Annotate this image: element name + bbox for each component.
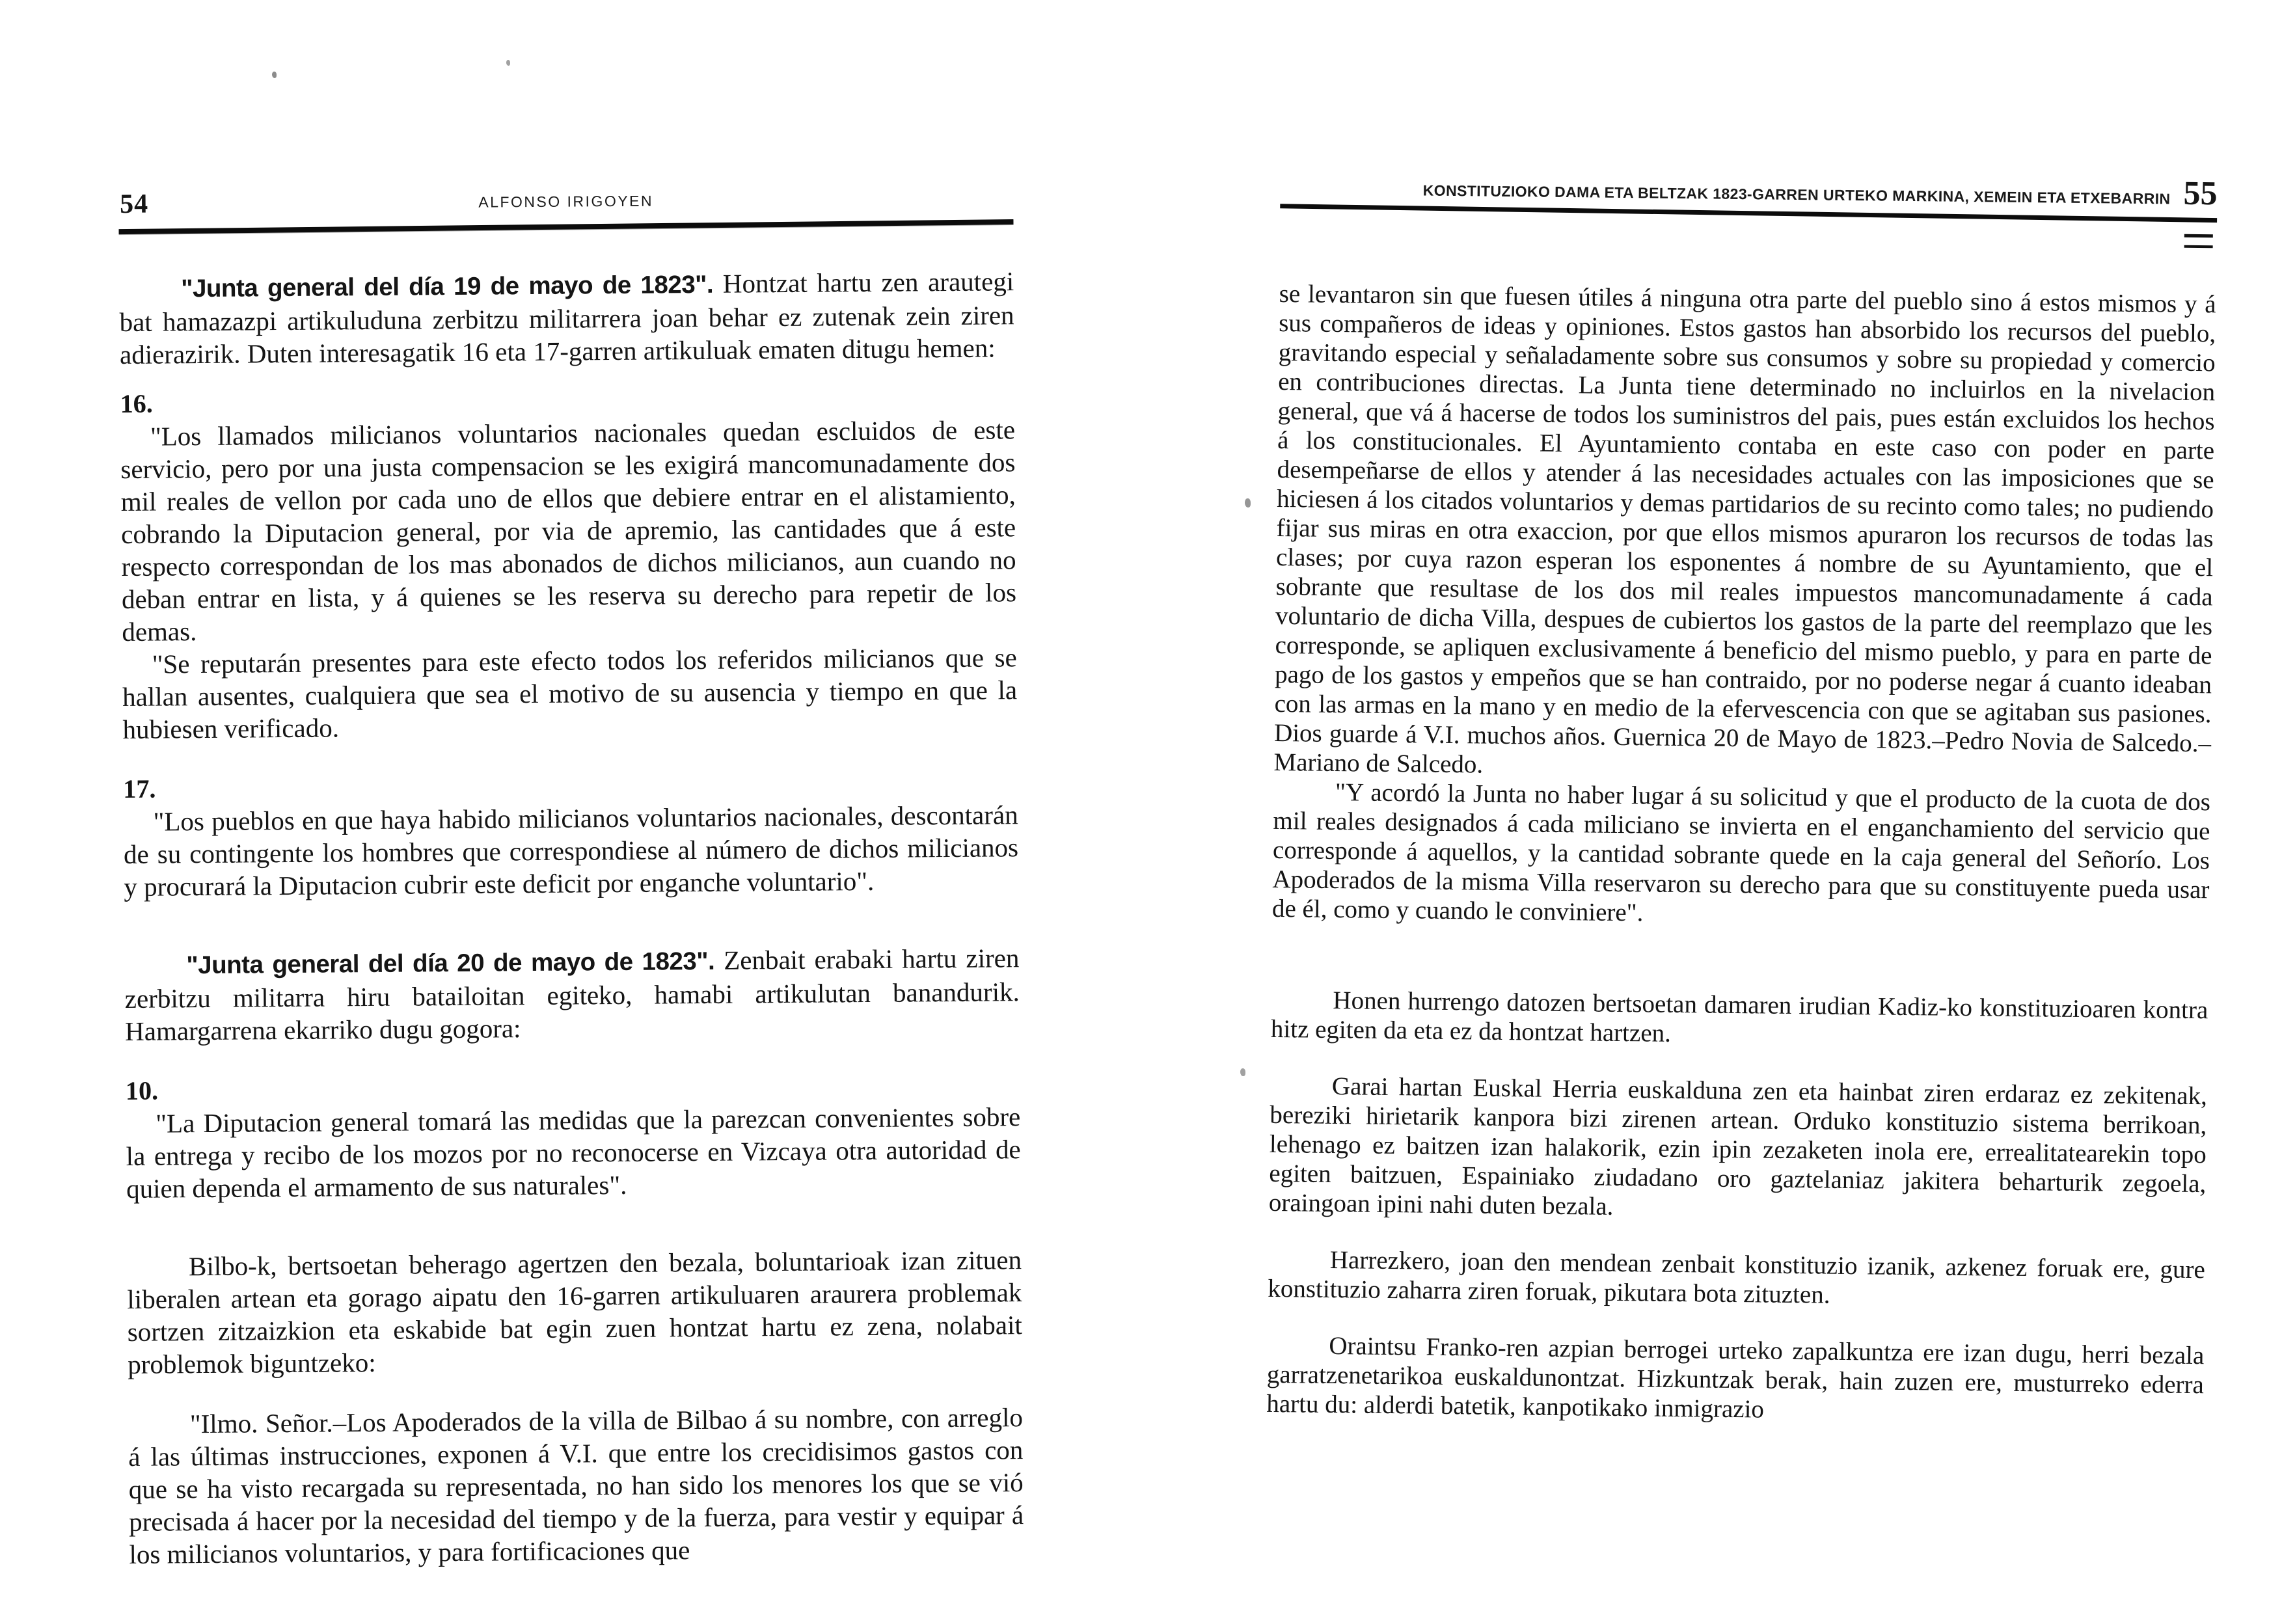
paragraph-garai-hartan: Garai hartan Euskal Herria euskalduna zen eta hainbat ziren erdaraz ez zekitenak, bereziki hirietarik kanpora bizi zirenen artean. Orduko konstituzio sistema berrikoan, lehenago ez baitzen izan halakorik, ezin ipin zezaketen inola ere, errealitatearekin topo egiten baitzuen, Espainiako ziudadano oro gaztelaniaz jakitera beharturik zegoela, oraingoan ipini nahi duten bezala. bbox=[1268, 1072, 2208, 1221]
paragraph-se-levantaron: se levantaron sin que fuesen útiles á ninguna otra parte del pueblo sino á estos mismos y á sus compañeros de ideas y opiniones. Estos gastos han absorbido los recursos del pueblo, gravitando especial y señaladamente sobre sus consumos y sobre su propiedad y comercio en contribuciones directas. La Junta tiene determinado no incluirlos en la nivelacion general, que vá á hacerse de todos los suministros del pais, pues están excluidos los hechos á los constitucionales. El Ayuntamiento contaba en este caso con poder en parte desempeñarse de ellos y atender á las necesidades actuales con las imposiciones que se hiciesen á los citados voluntarios y demas partidarios de su recinto como tales; no pudiendo fijar sus miras en otra exaccion, por que ellos mismos apuraron los recursos de todas las clases; por cuya razon esperan los esponentes á nombre de su Ayuntamiento, que el sobrante que resultase de los dos mil reales impuestos mancomunadamente á cada voluntario de dicha Villa, despues de cubiertos los gastos de la parte del reemplazo que les corresponde, se apliquen exclusivamente á beneficio del mismo pueblo, y para en parte de pago de los gastos y empeños que se han contraido, por no poderse negar á cuanto ideaban con las armas en la mano y en medio de la efervescencia con que se agitaban sus pasiones. Dios guarde á V.I. muchos años. Guernica 20 de Mayo de 1823.–Pedro Novia de Salcedo.–Mariano de Salcedo. bbox=[1273, 279, 2216, 779]
article-17-number: 17. bbox=[123, 774, 156, 804]
page-left bbox=[118, 180, 1024, 1571]
scan-speck bbox=[506, 60, 510, 66]
page-right-body bbox=[1266, 279, 2216, 1429]
running-head-left: ALFONSO IRIGOYEN bbox=[478, 192, 654, 211]
paragraph-junta-20 bbox=[124, 941, 1020, 1048]
paragraph-y-acordo: "Y acordó la Junta no haber lugar á su solicitud y que el producto de la cuota de dos mil reales designados á cada miliciano se invierta en el enganchamiento del servicio que corresponde á aquellos, y la cantidad sobrante quede en la caja general del Señorío. Los Apoderados de la misma Villa reservaron su derecho para que su constituyente pueda usar de él, como y cuando le conviniere". bbox=[1271, 778, 2211, 927]
paragraph-junta-19 bbox=[119, 265, 1014, 371]
paragraph-junta-20-text: Zenbait erabaki hartu ziren zerbitzu militarra hiru batailoitan egiteko, hamabi artikulutan banandurik. Hamargarrena ekarriko dugu gogora: bbox=[124, 943, 1020, 1046]
scan-speck bbox=[1245, 498, 1251, 508]
page-number-right: 55 bbox=[2183, 174, 2218, 213]
running-head-right: KONSTITUZIOKO DAMA ETA BELTZAK 1823-GARREN URTEKO MARKINA, XEMEIN ETA ETXEBARRIN bbox=[1422, 182, 2171, 208]
scan-speck bbox=[272, 72, 277, 78]
paragraph-junta-19-text: Hontzat hartu zen arautegi bat hamazazpi artikuluduna zerbitzu militarrera joan behar ez zutenak zein ziren adierazirik. Duten interesagatik 16 eta 17-garren artikuluak ematen ditugu hemen: bbox=[119, 266, 1014, 370]
article-10-number: 10. bbox=[125, 1076, 159, 1105]
page-right-header bbox=[1280, 164, 2218, 211]
paragraph-honen-hurrengo: Honen hurrengo datozen bertsoetan damaren irudian Kadiz-ko konstituzioaren kontra hitz egiten da eta ez da hontzat hartzen. bbox=[1270, 986, 2208, 1048]
article-16-text: "Los llamados milicianos voluntarios nacionales quedan escluidos de este servicio, pero por una justa compensacion se les exigirá mancomunadamente dos mil reales de vellon por cada uno de ellos que debiere entrar en el alistamiento, cobrando la Diputacion general, por via de apremio, las cantidades que á este respecto correspondan de los mas abonados de dichos milicianos, aun cuando no deban entrar en lista, y á quienes se les reserva su derecho para repetir de los demas. bbox=[120, 414, 1017, 647]
page-number-underline-mark bbox=[2184, 234, 2213, 248]
scan-speck bbox=[1240, 1068, 1245, 1076]
paragraph-ilmo-senor: "Ilmo. Señor.–Los Apoderados de la villa de Bilbao á su nombre, con arreglo á las últimas instrucciones, exponen á V.I. que entre los crecidisimos gastos con que se ha visto recargada su representada, no han sido los menores los que se vió precisada á hacer por la necesidad del tiempo y de la fuerza, para vestir y equipar á los milicianos voluntarios, y para fortificaciones que bbox=[128, 1402, 1024, 1569]
inline-bold-heading-junta-20: "Junta general del día 20 de mayo de 1823". bbox=[186, 947, 715, 980]
paragraph-bilbok: Bilbo-k, bertsoetan beherago agertzen den bezala, boluntarioak izan zituen liberalen artean eta gorago aipatu den 16-garren artikuluaren araurera problemak sortzen zitzaizkion eta eskabide bat egin zuen hontzat hartu ez zena, nolabait problemok biguntzeko: bbox=[127, 1245, 1022, 1379]
page-left-header bbox=[118, 180, 1013, 221]
article-10-text: "La Diputacion general tomará las medidas que la parezcan convenientes sobre la entrega y recibo de los mozos por no reconocerse en Vizcaya otra autoridad de quien dependa el armamento de sus naturales". bbox=[126, 1102, 1021, 1204]
paragraph-harrezkero: Harrezkero, joan den mendean zenbait konstituzio izanik, azkenez foruak ere, gure konstituzio zaharra ziren foruak, pikutara bota zituzten. bbox=[1268, 1245, 2206, 1309]
article-16-presentes-text: "Se reputarán presentes para este efecto todos los referidos milicianos que se hallan ausentes, cualquiera que sea el motivo de su ausencia y tiempo en que la hubiesen verificado. bbox=[122, 642, 1018, 744]
header-rule-left bbox=[118, 219, 1013, 234]
inline-bold-heading-junta-19: "Junta general del día 19 de mayo de 1823". bbox=[181, 270, 714, 303]
page-left-body bbox=[119, 265, 1024, 1571]
page-number-left: 54 bbox=[120, 189, 149, 219]
article-16-number: 16. bbox=[120, 388, 154, 418]
page-right bbox=[1266, 164, 2218, 1429]
paragraph-oraintsu: Oraintsu Franko-ren azpian berrogei urteko zapalkuntza ere izan dugu, herri bezala garratzenetarikoa euskaldunontzat. Hizkuntzak berak, hain zuzen ere, musturreko ederra hartu du: alderdi batetik, kanpotikako inmigrazio bbox=[1266, 1331, 2205, 1424]
article-17-text: "Los pueblos en que haya habido milicianos voluntarios nacionales, descontarán de su contingente los hombres que correspondiese al número de dichos milicianos y procurará la Diputacion cubrir este deficit por enganche voluntario". bbox=[123, 800, 1019, 902]
